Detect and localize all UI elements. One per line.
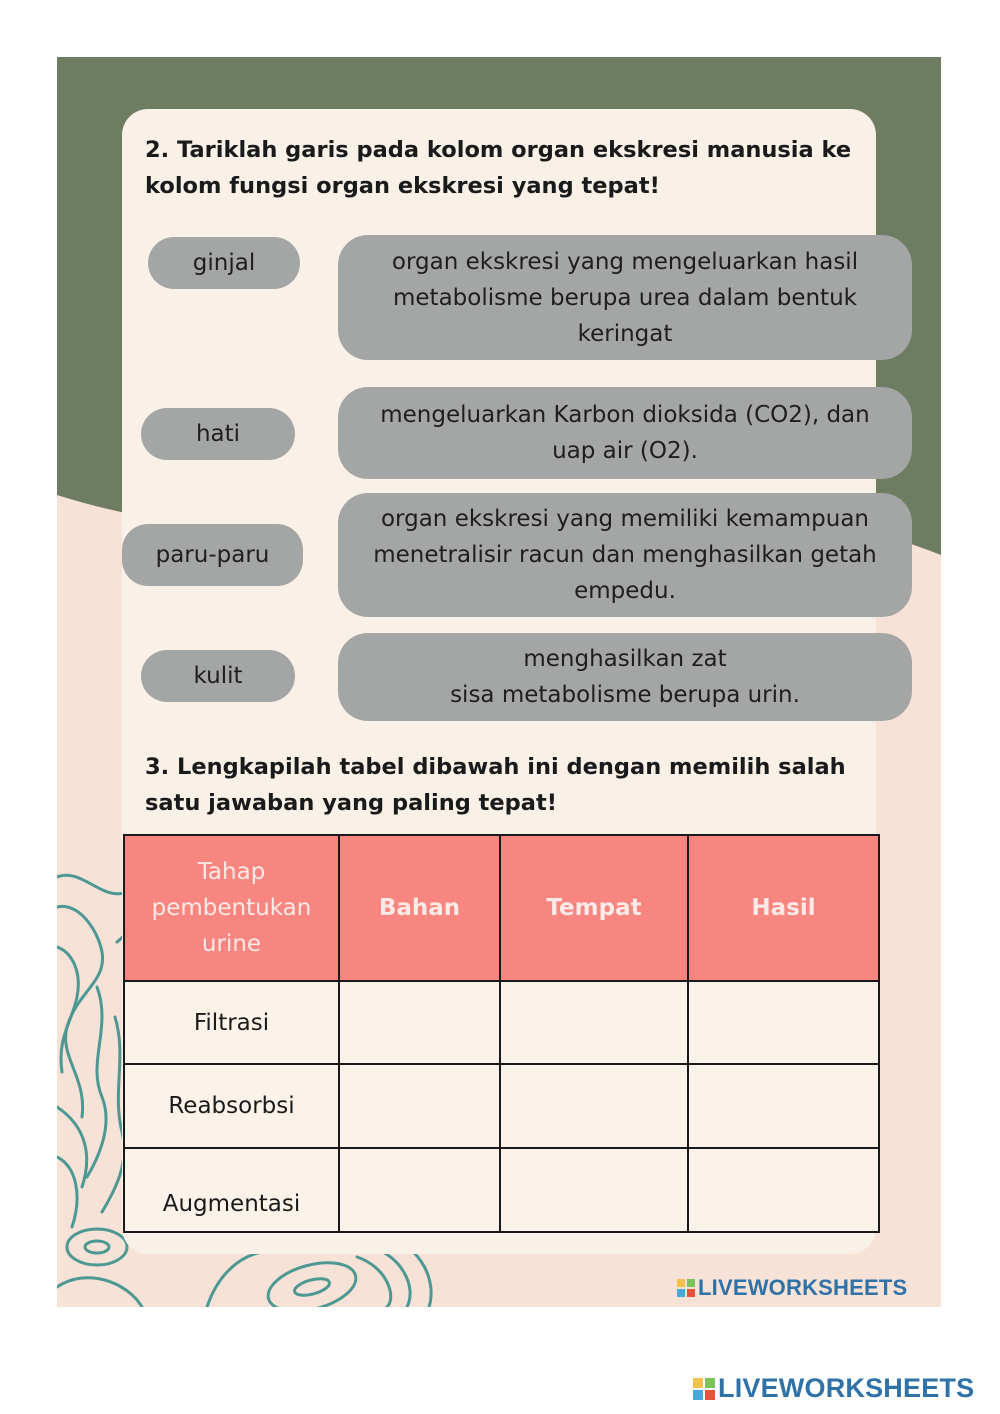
organ-label: paru-paru <box>155 542 270 568</box>
answer-cell-bahan[interactable] <box>339 1064 500 1148</box>
function-text-line: mengeluarkan Karbon dioksida (CO2), dan <box>380 402 870 428</box>
answer-cell-bahan[interactable] <box>339 1148 500 1232</box>
organ-label: hati <box>195 421 241 447</box>
organ-kulit[interactable] <box>141 650 295 702</box>
organ-label: ginjal <box>192 250 256 276</box>
worksheet-page <box>57 57 941 1307</box>
brand-text: LIVEWORKSHEETS <box>698 1275 908 1300</box>
answer-cell-hasil[interactable] <box>688 981 879 1064</box>
row-label-augmentasi: Augmentasi <box>124 1148 339 1232</box>
liveworksheets-logo-icon <box>693 1378 715 1400</box>
function-text-line: empedu. <box>574 578 676 604</box>
liveworksheets-footer-brand[interactable] <box>693 1373 974 1404</box>
function-option-co2[interactable] <box>338 387 912 479</box>
answer-cell-hasil[interactable] <box>688 1064 879 1148</box>
function-option-empedu[interactable] <box>338 493 912 617</box>
urine-formation-table <box>123 834 880 1233</box>
function-text-line: menetralisir racun dan menghasilkan getah <box>373 542 877 568</box>
function-option-urin[interactable] <box>338 633 912 721</box>
liveworksheets-logo-icon <box>677 1279 695 1297</box>
header-hasil: Hasil <box>688 835 879 981</box>
table-row <box>124 1148 879 1232</box>
function-text-line: organ ekskresi yang mengeluarkan hasil <box>391 248 859 275</box>
liveworksheets-watermark-inner <box>677 1275 907 1301</box>
question-2-text: 2. Tariklah garis pada kolom organ ekskresi manusia ke kolom fungsi organ ekskresi yang tepat! <box>145 137 852 199</box>
organ-hati[interactable] <box>141 408 295 460</box>
row-label-filtrasi: Filtrasi <box>124 981 339 1064</box>
function-text-line: metabolisme berupa urea dalam bentuk <box>393 284 857 311</box>
function-text-line: organ ekskresi yang memiliki kemampuan <box>380 506 869 532</box>
function-text-line: uap air (O2). <box>552 438 698 464</box>
brand-text: LIVEWORKSHEETS <box>718 1373 975 1403</box>
table-header-row <box>124 835 879 981</box>
answer-cell-bahan[interactable] <box>339 981 500 1064</box>
question-3-text: 3. Lengkapilah tabel dibawah ini dengan memilih salah satu jawaban yang paling tepat! <box>145 754 846 816</box>
table-row <box>124 1064 879 1148</box>
organ-paru-paru[interactable] <box>122 524 303 586</box>
header-tahap: Tahap pembentukan urine <box>124 835 339 981</box>
function-option-keringat[interactable] <box>338 235 912 360</box>
answer-cell-tempat[interactable] <box>500 1148 688 1232</box>
header-tempat: Tempat <box>500 835 688 981</box>
table-row <box>124 981 879 1064</box>
function-text-line: menghasilkan zat <box>523 646 727 672</box>
function-text-line: keringat <box>577 320 673 347</box>
row-label-reabsorbsi: Reabsorbsi <box>124 1064 339 1148</box>
function-text-line: sisa metabolisme berupa urin. <box>450 682 800 708</box>
organ-ginjal[interactable] <box>148 237 300 289</box>
answer-cell-tempat[interactable] <box>500 1064 688 1148</box>
header-bahan: Bahan <box>339 835 500 981</box>
organ-label: kulit <box>193 663 243 689</box>
answer-cell-hasil[interactable] <box>688 1148 879 1232</box>
answer-cell-tempat[interactable] <box>500 981 688 1064</box>
